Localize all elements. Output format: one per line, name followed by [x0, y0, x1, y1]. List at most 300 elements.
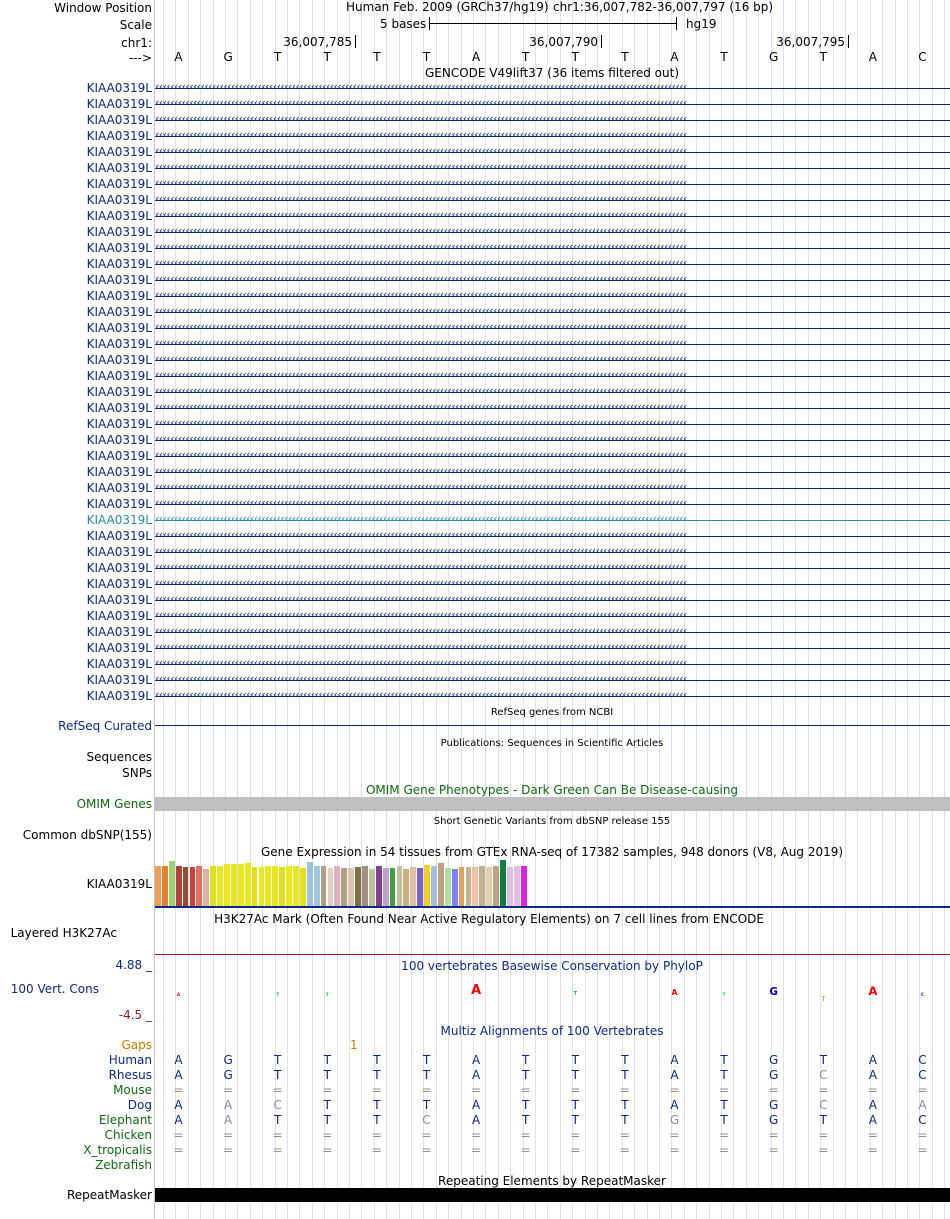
- aligned-base: =: [570, 1128, 581, 1142]
- aligned-base: =: [719, 1143, 730, 1157]
- gencode-gene-label[interactable]: KIAA0319L: [86, 209, 152, 223]
- gencode-gene-label[interactable]: KIAA0319L: [86, 305, 152, 319]
- gtex-tissue-bar[interactable]: [334, 866, 340, 906]
- gtex-tissue-bar[interactable]: [493, 866, 499, 906]
- species-label[interactable]: Dog: [127, 1098, 152, 1112]
- aligned-base: T: [373, 1098, 381, 1112]
- aligned-base: C: [819, 1068, 828, 1082]
- aligned-base: G: [769, 1068, 779, 1082]
- gtex-tissue-bar[interactable]: [272, 866, 278, 906]
- gtex-tissue-bar[interactable]: [507, 867, 513, 906]
- aligned-base: =: [520, 1083, 531, 1097]
- aligned-base: =: [223, 1143, 234, 1157]
- gencode-gene-label[interactable]: KIAA0319L: [86, 385, 152, 399]
- strand-arrows: ‹‹‹‹‹‹‹‹‹‹‹‹‹‹‹‹‹‹‹‹‹‹‹‹‹‹‹‹‹‹‹‹‹‹‹‹‹‹‹‹‹‹‹‹‹‹‹‹‹‹‹‹‹‹‹‹‹‹‹‹‹‹‹‹‹‹‹‹‹‹‹‹‹‹‹‹‹‹‹‹‹‹‹‹‹‹‹‹‹‹‹‹‹‹‹‹‹‹‹‹‹‹‹‹‹‹‹‹‹‹‹‹‹‹‹‹‹‹‹‹‹‹‹‹‹‹‹‹‹‹‹‹‹‹‹‹‹‹‹‹: [155, 289, 687, 301]
- reference-base: T: [621, 50, 629, 64]
- strand-arrows: ‹‹‹‹‹‹‹‹‹‹‹‹‹‹‹‹‹‹‹‹‹‹‹‹‹‹‹‹‹‹‹‹‹‹‹‹‹‹‹‹‹‹‹‹‹‹‹‹‹‹‹‹‹‹‹‹‹‹‹‹‹‹‹‹‹‹‹‹‹‹‹‹‹‹‹‹‹‹‹‹‹‹‹‹‹‹‹‹‹‹‹‹‹‹‹‹‹‹‹‹‹‹‹‹‹‹‹‹‹‹‹‹‹‹‹‹‹‹‹‹‹‹‹‹‹‹‹‹‹‹‹‹‹‹‹‹‹‹‹‹: [155, 257, 687, 269]
- aligned-base: G: [769, 1053, 779, 1067]
- gencode-transcript[interactable]: [155, 145, 950, 159]
- aligned-base: T: [571, 1113, 579, 1127]
- gencode-gene-label[interactable]: KIAA0319L: [86, 273, 152, 287]
- aligned-base: =: [619, 1083, 630, 1097]
- gtex-tissue-bar[interactable]: [445, 868, 451, 906]
- gtex-tissue-bar[interactable]: [252, 867, 258, 906]
- reference-base: T: [323, 50, 331, 64]
- strand-arrows: ‹‹‹‹‹‹‹‹‹‹‹‹‹‹‹‹‹‹‹‹‹‹‹‹‹‹‹‹‹‹‹‹‹‹‹‹‹‹‹‹‹‹‹‹‹‹‹‹‹‹‹‹‹‹‹‹‹‹‹‹‹‹‹‹‹‹‹‹‹‹‹‹‹‹‹‹‹‹‹‹‹‹‹‹‹‹‹‹‹‹‹‹‹‹‹‹‹‹‹‹‹‹‹‹‹‹‹‹‹‹‹‹‹‹‹‹‹‹‹‹‹‹‹‹‹‹‹‹‹‹‹‹‹‹‹‹‹‹‹‹: [155, 97, 687, 109]
- gencode-transcript[interactable]: [155, 545, 950, 559]
- strand-arrows: ‹‹‹‹‹‹‹‹‹‹‹‹‹‹‹‹‹‹‹‹‹‹‹‹‹‹‹‹‹‹‹‹‹‹‹‹‹‹‹‹‹‹‹‹‹‹‹‹‹‹‹‹‹‹‹‹‹‹‹‹‹‹‹‹‹‹‹‹‹‹‹‹‹‹‹‹‹‹‹‹‹‹‹‹‹‹‹‹‹‹‹‹‹‹‹‹‹‹‹‹‹‹‹‹‹‹‹‹‹‹‹‹‹‹‹‹‹‹‹‹‹‹‹‹‹‹‹‹‹‹‹‹‹‹‹‹‹‹‹‹: [155, 369, 687, 381]
- gencode-gene-label[interactable]: KIAA0319L: [86, 81, 152, 95]
- track-area[interactable]: [155, 0, 950, 1219]
- aligned-base: =: [619, 1128, 630, 1142]
- gtex-tissue-bar[interactable]: [162, 866, 168, 906]
- aligned-base: T: [522, 1053, 530, 1067]
- scale-bar: [429, 23, 677, 24]
- aligned-base: T: [373, 1113, 381, 1127]
- gtex-tissue-bar[interactable]: [486, 867, 492, 906]
- repeatmasker-bar[interactable]: [155, 1188, 950, 1202]
- strand-arrows: ‹‹‹‹‹‹‹‹‹‹‹‹‹‹‹‹‹‹‹‹‹‹‹‹‹‹‹‹‹‹‹‹‹‹‹‹‹‹‹‹‹‹‹‹‹‹‹‹‹‹‹‹‹‹‹‹‹‹‹‹‹‹‹‹‹‹‹‹‹‹‹‹‹‹‹‹‹‹‹‹‹‹‹‹‹‹‹‹‹‹‹‹‹‹‹‹‹‹‹‹‹‹‹‹‹‹‹‹‹‹‹‹‹‹‹‹‹‹‹‹‹‹‹‹‹‹‹‹‹‹‹‹‹‹‹‹‹‹‹‹: [155, 625, 687, 637]
- aligned-base: =: [173, 1083, 184, 1097]
- gtex-title: Gene Expression in 54 tissues from GTEx RNA-seq of 17382 samples, 948 donors (V8, Aug 2019): [260, 845, 844, 859]
- strand-arrows: ‹‹‹‹‹‹‹‹‹‹‹‹‹‹‹‹‹‹‹‹‹‹‹‹‹‹‹‹‹‹‹‹‹‹‹‹‹‹‹‹‹‹‹‹‹‹‹‹‹‹‹‹‹‹‹‹‹‹‹‹‹‹‹‹‹‹‹‹‹‹‹‹‹‹‹‹‹‹‹‹‹‹‹‹‹‹‹‹‹‹‹‹‹‹‹‹‹‹‹‹‹‹‹‹‹‹‹‹‹‹‹‹‹‹‹‹‹‹‹‹‹‹‹‹‹‹‹‹‹‹‹‹‹‹‹‹‹‹‹‹: [155, 161, 687, 173]
- aligned-base: =: [173, 1128, 184, 1142]
- aligned-base: T: [323, 1113, 331, 1127]
- reference-base: T: [522, 50, 530, 64]
- aligned-base: G: [669, 1113, 680, 1127]
- gencode-transcript[interactable]: [155, 401, 950, 415]
- gencode-transcript[interactable]: [155, 561, 950, 575]
- aligned-base: T: [571, 1068, 579, 1082]
- aligned-base: =: [421, 1143, 432, 1157]
- strand-arrows: ‹‹‹‹‹‹‹‹‹‹‹‹‹‹‹‹‹‹‹‹‹‹‹‹‹‹‹‹‹‹‹‹‹‹‹‹‹‹‹‹‹‹‹‹‹‹‹‹‹‹‹‹‹‹‹‹‹‹‹‹‹‹‹‹‹‹‹‹‹‹‹‹‹‹‹‹‹‹‹‹‹‹‹‹‹‹‹‹‹‹‹‹‹‹‹‹‹‹‹‹‹‹‹‹‹‹‹‹‹‹‹‹‹‹‹‹‹‹‹‹‹‹‹‹‹‹‹‹‹‹‹‹‹‹‹‹‹‹‹‹: [155, 273, 687, 285]
- gencode-gene-label[interactable]: KIAA0319L: [86, 657, 152, 671]
- gtex-tissue-bar[interactable]: [452, 869, 458, 906]
- gencode-gene-label[interactable]: KIAA0319L: [86, 161, 152, 175]
- pubs-snps-label[interactable]: SNPs: [122, 766, 152, 780]
- aligned-base: T: [274, 1053, 282, 1067]
- aligned-base: =: [223, 1128, 234, 1142]
- gencode-transcript[interactable]: [155, 241, 950, 255]
- gencode-transcript[interactable]: [155, 673, 950, 687]
- gtex-tissue-bar[interactable]: [438, 863, 444, 906]
- reference-base: C: [918, 50, 927, 64]
- aligned-base: C: [422, 1113, 431, 1127]
- strand-arrows: ‹‹‹‹‹‹‹‹‹‹‹‹‹‹‹‹‹‹‹‹‹‹‹‹‹‹‹‹‹‹‹‹‹‹‹‹‹‹‹‹‹‹‹‹‹‹‹‹‹‹‹‹‹‹‹‹‹‹‹‹‹‹‹‹‹‹‹‹‹‹‹‹‹‹‹‹‹‹‹‹‹‹‹‹‹‹‹‹‹‹‹‹‹‹‹‹‹‹‹‹‹‹‹‹‹‹‹‹‹‹‹‹‹‹‹‹‹‹‹‹‹‹‹‹‹‹‹‹‹‹‹‹‹‹‹‹‹‹‹‹: [155, 561, 687, 573]
- gtex-tissue-bar[interactable]: [362, 866, 368, 906]
- strand-arrows: ‹‹‹‹‹‹‹‹‹‹‹‹‹‹‹‹‹‹‹‹‹‹‹‹‹‹‹‹‹‹‹‹‹‹‹‹‹‹‹‹‹‹‹‹‹‹‹‹‹‹‹‹‹‹‹‹‹‹‹‹‹‹‹‹‹‹‹‹‹‹‹‹‹‹‹‹‹‹‹‹‹‹‹‹‹‹‹‹‹‹‹‹‹‹‹‹‹‹‹‹‹‹‹‹‹‹‹‹‹‹‹‹‹‹‹‹‹‹‹‹‹‹‹‹‹‹‹‹‹‹‹‹‹‹‹‹‹‹‹‹: [155, 689, 687, 701]
- aligned-base: =: [173, 1143, 184, 1157]
- gtex-tissue-bar[interactable]: [466, 867, 472, 906]
- aligned-base: =: [272, 1083, 283, 1097]
- gencode-transcript[interactable]: [155, 465, 950, 479]
- gtex-tissue-bar[interactable]: [231, 864, 237, 906]
- conservation-score-mark: C: [921, 992, 924, 997]
- h3k27ac-title: H3K27Ac Mark (Often Found Near Active Regulatory Elements) on 7 cell lines from ENCODE: [214, 912, 764, 926]
- gencode-gene-label[interactable]: KIAA0319L: [86, 289, 152, 303]
- gencode-transcript[interactable]: [155, 177, 950, 191]
- reference-base: A: [670, 50, 679, 64]
- aligned-base: =: [867, 1083, 878, 1097]
- strand-arrows: ‹‹‹‹‹‹‹‹‹‹‹‹‹‹‹‹‹‹‹‹‹‹‹‹‹‹‹‹‹‹‹‹‹‹‹‹‹‹‹‹‹‹‹‹‹‹‹‹‹‹‹‹‹‹‹‹‹‹‹‹‹‹‹‹‹‹‹‹‹‹‹‹‹‹‹‹‹‹‹‹‹‹‹‹‹‹‹‹‹‹‹‹‹‹‹‹‹‹‹‹‹‹‹‹‹‹‹‹‹‹‹‹‹‹‹‹‹‹‹‹‹‹‹‹‹‹‹‹‹‹‹‹‹‹‹‹‹‹‹‹: [155, 353, 687, 365]
- gencode-transcript[interactable]: [155, 593, 950, 607]
- gencode-gene-label[interactable]: KIAA0319L: [86, 433, 152, 447]
- aligned-base: =: [371, 1143, 382, 1157]
- aligned-base: =: [917, 1143, 928, 1157]
- reference-base: T: [422, 50, 431, 64]
- track-labels: [0, 0, 154, 1219]
- refseq-label[interactable]: RefSeq Curated: [58, 719, 152, 733]
- aligned-base: T: [621, 1113, 629, 1127]
- pubs-sequences-label[interactable]: Sequences: [86, 750, 152, 764]
- strand-arrows: ‹‹‹‹‹‹‹‹‹‹‹‹‹‹‹‹‹‹‹‹‹‹‹‹‹‹‹‹‹‹‹‹‹‹‹‹‹‹‹‹‹‹‹‹‹‹‹‹‹‹‹‹‹‹‹‹‹‹‹‹‹‹‹‹‹‹‹‹‹‹‹‹‹‹‹‹‹‹‹‹‹‹‹‹‹‹‹‹‹‹‹‹‹‹‹‹‹‹‹‹‹‹‹‹‹‹‹‹‹‹‹‹‹‹‹‹‹‹‹‹‹‹‹‹‹‹‹‹‹‹‹‹‹‹‹‹‹‹‹‹: [155, 321, 687, 333]
- gtex-tissue-bar[interactable]: [500, 860, 506, 906]
- omim-bar[interactable]: [155, 797, 950, 811]
- gencode-gene-label[interactable]: KIAA0319L: [86, 145, 152, 159]
- gtex-tissue-bar[interactable]: [169, 861, 175, 906]
- gtex-tissue-bar[interactable]: [355, 867, 361, 906]
- gencode-gene-label[interactable]: KIAA0319L: [86, 481, 152, 495]
- strand-arrows: ‹‹‹‹‹‹‹‹‹‹‹‹‹‹‹‹‹‹‹‹‹‹‹‹‹‹‹‹‹‹‹‹‹‹‹‹‹‹‹‹‹‹‹‹‹‹‹‹‹‹‹‹‹‹‹‹‹‹‹‹‹‹‹‹‹‹‹‹‹‹‹‹‹‹‹‹‹‹‹‹‹‹‹‹‹‹‹‹‹‹‹‹‹‹‹‹‹‹‹‹‹‹‹‹‹‹‹‹‹‹‹‹‹‹‹‹‹‹‹‹‹‹‹‹‹‹‹‹‹‹‹‹‹‹‹‹‹‹‹‹: [155, 225, 687, 237]
- gtex-tissue-bar[interactable]: [479, 866, 485, 906]
- cons-ymin: -4.5 _: [118, 1008, 152, 1022]
- gencode-transcript[interactable]: [155, 225, 950, 239]
- gencode-transcript[interactable]: [155, 193, 950, 207]
- gencode-transcript[interactable]: [155, 481, 950, 495]
- gtex-tissue-bar[interactable]: [279, 867, 285, 906]
- aligned-base: T: [571, 1053, 579, 1067]
- gtex-tissue-bar[interactable]: [383, 868, 389, 906]
- reference-base: T: [373, 50, 381, 64]
- gencode-transcript[interactable]: [155, 657, 950, 671]
- strand-arrows: ‹‹‹‹‹‹‹‹‹‹‹‹‹‹‹‹‹‹‹‹‹‹‹‹‹‹‹‹‹‹‹‹‹‹‹‹‹‹‹‹‹‹‹‹‹‹‹‹‹‹‹‹‹‹‹‹‹‹‹‹‹‹‹‹‹‹‹‹‹‹‹‹‹‹‹‹‹‹‹‹‹‹‹‹‹‹‹‹‹‹‹‹‹‹‹‹‹‹‹‹‹‹‹‹‹‹‹‹‹‹‹‹‹‹‹‹‹‹‹‹‹‹‹‹‹‹‹‹‹‹‹‹‹‹‹‹‹‹‹‹: [155, 401, 687, 413]
- aligned-base: T: [819, 1113, 827, 1127]
- gencode-transcript[interactable]: [155, 289, 950, 303]
- aligned-base: T: [720, 1113, 728, 1127]
- species-label[interactable]: Human: [108, 1053, 152, 1067]
- aligned-base: T: [720, 1068, 728, 1082]
- conservation-score-mark: A: [176, 992, 181, 997]
- gencode-transcript[interactable]: [155, 129, 950, 143]
- gtex-tissue-bar[interactable]: [155, 866, 161, 906]
- gencode-gene-label[interactable]: KIAA0319L: [86, 529, 152, 543]
- gencode-transcript[interactable]: [155, 209, 950, 223]
- gtex-tissue-bar[interactable]: [293, 866, 299, 906]
- gtex-tissue-bar[interactable]: [286, 866, 292, 906]
- strand-arrows: ‹‹‹‹‹‹‹‹‹‹‹‹‹‹‹‹‹‹‹‹‹‹‹‹‹‹‹‹‹‹‹‹‹‹‹‹‹‹‹‹‹‹‹‹‹‹‹‹‹‹‹‹‹‹‹‹‹‹‹‹‹‹‹‹‹‹‹‹‹‹‹‹‹‹‹‹‹‹‹‹‹‹‹‹‹‹‹‹‹‹‹‹‹‹‹‹‹‹‹‹‹‹‹‹‹‹‹‹‹‹‹‹‹‹‹‹‹‹‹‹‹‹‹‹‹‹‹‹‹‹‹‹‹‹‹‹‹‹‹‹: [155, 577, 687, 589]
- gtex-tissue-bar[interactable]: [190, 867, 196, 906]
- gtex-tissue-bar[interactable]: [348, 868, 354, 906]
- aligned-base: =: [272, 1143, 283, 1157]
- aligned-base: =: [570, 1143, 581, 1157]
- strand-arrows: ‹‹‹‹‹‹‹‹‹‹‹‹‹‹‹‹‹‹‹‹‹‹‹‹‹‹‹‹‹‹‹‹‹‹‹‹‹‹‹‹‹‹‹‹‹‹‹‹‹‹‹‹‹‹‹‹‹‹‹‹‹‹‹‹‹‹‹‹‹‹‹‹‹‹‹‹‹‹‹‹‹‹‹‹‹‹‹‹‹‹‹‹‹‹‹‹‹‹‹‹‹‹‹‹‹‹‹‹‹‹‹‹‹‹‹‹‹‹‹‹‹‹‹‹‹‹‹‹‹‹‹‹‹‹‹‹‹‹‹‹: [155, 465, 687, 477]
- conservation-score-mark: T: [722, 992, 726, 997]
- aligned-base: A: [918, 1098, 927, 1112]
- ruler-tick-mark: [355, 35, 356, 48]
- gencode-transcript[interactable]: [155, 113, 950, 127]
- gtex-tissue-bar[interactable]: [217, 866, 223, 906]
- gencode-transcript[interactable]: [155, 369, 950, 383]
- gencode-transcript[interactable]: [155, 689, 950, 703]
- gencode-gene-label[interactable]: KIAA0319L: [86, 401, 152, 415]
- assembly-title: Human Feb. 2009 (GRCh37/hg19): [346, 0, 549, 14]
- gtex-tissue-bar[interactable]: [431, 866, 437, 906]
- gencode-gene-label[interactable]: KIAA0319L: [86, 497, 152, 511]
- gencode-transcript[interactable]: [155, 625, 950, 639]
- gencode-gene-label[interactable]: KIAA0319L: [86, 353, 152, 367]
- gencode-transcript[interactable]: [155, 641, 950, 655]
- gencode-transcript[interactable]: [155, 97, 950, 111]
- aligned-base: =: [520, 1128, 531, 1142]
- gencode-transcript[interactable]: [155, 385, 950, 399]
- aligned-base: T: [522, 1098, 530, 1112]
- aligned-base: A: [174, 1098, 183, 1112]
- gtex-bar-chart[interactable]: [155, 860, 555, 906]
- ruler-tick-mark: [848, 35, 849, 48]
- gencode-gene-label[interactable]: KIAA0319L: [86, 545, 152, 559]
- gencode-transcript[interactable]: [155, 513, 950, 527]
- species-label[interactable]: Elephant: [98, 1113, 152, 1127]
- strand-arrows: ‹‹‹‹‹‹‹‹‹‹‹‹‹‹‹‹‹‹‹‹‹‹‹‹‹‹‹‹‹‹‹‹‹‹‹‹‹‹‹‹‹‹‹‹‹‹‹‹‹‹‹‹‹‹‹‹‹‹‹‹‹‹‹‹‹‹‹‹‹‹‹‹‹‹‹‹‹‹‹‹‹‹‹‹‹‹‹‹‹‹‹‹‹‹‹‹‹‹‹‹‹‹‹‹‹‹‹‹‹‹‹‹‹‹‹‹‹‹‹‹‹‹‹‹‹‹‹‹‹‹‹‹‹‹‹‹‹‹‹‹: [155, 529, 687, 541]
- gencode-gene-label[interactable]: KIAA0319L: [86, 609, 152, 623]
- gtex-tissue-bar[interactable]: [514, 866, 520, 906]
- gencode-transcript[interactable]: [155, 529, 950, 543]
- scale-text: 5 bases: [380, 17, 427, 31]
- gtex-tissue-bar[interactable]: [424, 865, 430, 906]
- gencode-gene-label[interactable]: KIAA0319L: [86, 417, 152, 431]
- aligned-base: =: [570, 1083, 581, 1097]
- gtex-tissue-bar[interactable]: [376, 866, 382, 906]
- aligned-base: =: [867, 1143, 878, 1157]
- aligned-base: T: [720, 1098, 728, 1112]
- gencode-gene-label[interactable]: KIAA0319L: [86, 641, 152, 655]
- conservation-score-mark: A: [471, 983, 482, 998]
- aligned-base: T: [621, 1098, 629, 1112]
- aligned-base: T: [621, 1053, 629, 1067]
- gencode-transcript[interactable]: [155, 161, 950, 175]
- aligned-base: C: [918, 1113, 927, 1127]
- gencode-transcript[interactable]: [155, 81, 950, 95]
- gencode-transcript[interactable]: [155, 433, 950, 447]
- scale-bar-right-tick: [676, 17, 677, 30]
- cons-label[interactable]: 100 Vert. Cons: [10, 982, 99, 996]
- aligned-base: =: [371, 1083, 382, 1097]
- gencode-gene-label[interactable]: KIAA0319L: [86, 193, 152, 207]
- aligned-base: A: [868, 1068, 877, 1082]
- gencode-gene-label[interactable]: KIAA0319L: [86, 97, 152, 111]
- aligned-base: C: [273, 1098, 282, 1112]
- gtex-tissue-bar[interactable]: [176, 866, 182, 906]
- gtex-tissue-bar[interactable]: [321, 866, 327, 906]
- aligned-base: =: [768, 1128, 779, 1142]
- multiz-title: Multiz Alignments of 100 Vertebrates: [440, 1024, 664, 1038]
- gencode-gene-label[interactable]: KIAA0319L: [86, 129, 152, 143]
- gtex-tissue-bar[interactable]: [410, 867, 416, 906]
- gtex-tissue-bar[interactable]: [417, 868, 423, 906]
- strand-arrows: ‹‹‹‹‹‹‹‹‹‹‹‹‹‹‹‹‹‹‹‹‹‹‹‹‹‹‹‹‹‹‹‹‹‹‹‹‹‹‹‹‹‹‹‹‹‹‹‹‹‹‹‹‹‹‹‹‹‹‹‹‹‹‹‹‹‹‹‹‹‹‹‹‹‹‹‹‹‹‹‹‹‹‹‹‹‹‹‹‹‹‹‹‹‹‹‹‹‹‹‹‹‹‹‹‹‹‹‹‹‹‹‹‹‹‹‹‹‹‹‹‹‹‹‹‹‹‹‹‹‹‹‹‹‹‹‹‹‹‹‹: [155, 545, 687, 557]
- aligned-base: G: [769, 1098, 779, 1112]
- gtex-tissue-bar[interactable]: [300, 868, 306, 906]
- cons-ymax: 4.88 _: [115, 958, 152, 972]
- gtex-tissue-bar[interactable]: [472, 867, 478, 906]
- gencode-transcript[interactable]: [155, 609, 950, 623]
- aligned-base: A: [174, 1068, 183, 1082]
- aligned-base: A: [174, 1113, 183, 1127]
- aligned-base: =: [322, 1083, 333, 1097]
- gencode-gene-label[interactable]: KIAA0319L: [86, 177, 152, 191]
- aligned-base: =: [371, 1128, 382, 1142]
- species-label[interactable]: Chicken: [104, 1128, 152, 1142]
- gencode-gene-label[interactable]: KIAA0319L: [86, 241, 152, 255]
- gencode-transcript[interactable]: [155, 305, 950, 319]
- aligned-base: T: [571, 1098, 579, 1112]
- gtex-tissue-bar[interactable]: [521, 866, 527, 906]
- aligned-base: =: [272, 1128, 283, 1142]
- scale-label: Scale: [119, 18, 152, 32]
- refseq-line[interactable]: [155, 725, 950, 726]
- gencode-transcript[interactable]: [155, 497, 950, 511]
- aligned-base: =: [818, 1143, 829, 1157]
- dbsnp-label[interactable]: Common dbSNP(155): [22, 828, 152, 842]
- repeatmasker-label[interactable]: RepeatMasker: [66, 1188, 152, 1202]
- gtex-tissue-bar[interactable]: [369, 869, 375, 906]
- conservation-score-mark: T: [325, 992, 329, 997]
- cons-title: 100 vertebrates Basewise Conservation by PhyloP: [401, 959, 703, 973]
- strand-arrows: ‹‹‹‹‹‹‹‹‹‹‹‹‹‹‹‹‹‹‹‹‹‹‹‹‹‹‹‹‹‹‹‹‹‹‹‹‹‹‹‹‹‹‹‹‹‹‹‹‹‹‹‹‹‹‹‹‹‹‹‹‹‹‹‹‹‹‹‹‹‹‹‹‹‹‹‹‹‹‹‹‹‹‹‹‹‹‹‹‹‹‹‹‹‹‹‹‹‹‹‹‹‹‹‹‹‹‹‹‹‹‹‹‹‹‹‹‹‹‹‹‹‹‹‹‹‹‹‹‹‹‹‹‹‹‹‹‹‹‹‹: [155, 305, 687, 317]
- gtex-tissue-bar[interactable]: [341, 868, 347, 906]
- gtex-baseline: [155, 906, 950, 908]
- gencode-gene-label[interactable]: KIAA0319L: [86, 225, 152, 239]
- reference-base: G: [223, 50, 233, 64]
- aligned-base: C: [819, 1098, 828, 1112]
- conservation-score-mark: T: [821, 996, 826, 1003]
- aligned-base: =: [322, 1128, 333, 1142]
- gencode-gene-label[interactable]: KIAA0319L: [86, 449, 152, 463]
- repeatmasker-title: Repeating Elements by RepeatMasker: [438, 1174, 666, 1188]
- gtex-tissue-bar[interactable]: [314, 866, 320, 906]
- gencode-gene-label[interactable]: KIAA0319L: [86, 369, 152, 383]
- h3k27ac-baseline: [155, 954, 950, 955]
- gtex-tissue-bar[interactable]: [245, 863, 251, 906]
- aligned-base: =: [867, 1128, 878, 1142]
- gtex-tissue-bar[interactable]: [259, 867, 265, 906]
- gtex-tissue-bar[interactable]: [397, 866, 403, 906]
- gencode-gene-label[interactable]: KIAA0319L: [86, 593, 152, 607]
- gtex-tissue-bar[interactable]: [210, 866, 216, 906]
- gencode-gene-label[interactable]: KIAA0319L: [86, 465, 152, 479]
- gtex-tissue-bar[interactable]: [328, 868, 334, 906]
- gtex-tissue-bar[interactable]: [203, 869, 209, 906]
- db-text: hg19: [686, 17, 717, 31]
- gencode-transcript[interactable]: [155, 321, 950, 335]
- h3k27ac-label[interactable]: Layered H3K27Ac: [10, 926, 117, 940]
- gencode-gene-label[interactable]: KIAA0319L: [86, 513, 152, 527]
- gencode-gene-label[interactable]: KIAA0319L: [86, 337, 152, 351]
- gencode-gene-label[interactable]: KIAA0319L: [86, 673, 152, 687]
- species-label[interactable]: Mouse: [113, 1083, 152, 1097]
- aligned-base: A: [868, 1113, 877, 1127]
- strand-arrows: ‹‹‹‹‹‹‹‹‹‹‹‹‹‹‹‹‹‹‹‹‹‹‹‹‹‹‹‹‹‹‹‹‹‹‹‹‹‹‹‹‹‹‹‹‹‹‹‹‹‹‹‹‹‹‹‹‹‹‹‹‹‹‹‹‹‹‹‹‹‹‹‹‹‹‹‹‹‹‹‹‹‹‹‹‹‹‹‹‹‹‹‹‹‹‹‹‹‹‹‹‹‹‹‹‹‹‹‹‹‹‹‹‹‹‹‹‹‹‹‹‹‹‹‹‹‹‹‹‹‹‹‹‹‹‹‹‹‹‹‹: [155, 177, 687, 189]
- gtex-tissue-bar[interactable]: [224, 864, 230, 906]
- species-label[interactable]: Rhesus: [108, 1068, 152, 1082]
- gencode-gene-label[interactable]: KIAA0319L: [86, 321, 152, 335]
- gencode-gene-label[interactable]: KIAA0319L: [86, 625, 152, 639]
- strand-arrows: ‹‹‹‹‹‹‹‹‹‹‹‹‹‹‹‹‹‹‹‹‹‹‹‹‹‹‹‹‹‹‹‹‹‹‹‹‹‹‹‹‹‹‹‹‹‹‹‹‹‹‹‹‹‹‹‹‹‹‹‹‹‹‹‹‹‹‹‹‹‹‹‹‹‹‹‹‹‹‹‹‹‹‹‹‹‹‹‹‹‹‹‹‹‹‹‹‹‹‹‹‹‹‹‹‹‹‹‹‹‹‹‹‹‹‹‹‹‹‹‹‹‹‹‹‹‹‹‹‹‹‹‹‹‹‹‹‹‹‹‹: [155, 641, 687, 653]
- pubs-title: Publications: Sequences in Scientific Articles: [440, 738, 664, 749]
- gtex-tissue-bar[interactable]: [265, 866, 271, 906]
- aligned-base: =: [917, 1128, 928, 1142]
- gtex-tissue-bar[interactable]: [403, 869, 409, 906]
- gtex-tissue-bar[interactable]: [238, 864, 244, 906]
- scale-bar-left-tick: [429, 17, 430, 30]
- reference-base: A: [174, 50, 183, 64]
- omim-label[interactable]: OMIM Genes: [76, 797, 152, 811]
- gtex-label[interactable]: KIAA0319L: [86, 877, 152, 891]
- gencode-transcript[interactable]: [155, 337, 950, 351]
- aligned-base: T: [323, 1068, 331, 1082]
- aligned-base: =: [669, 1083, 680, 1097]
- species-label[interactable]: Zebrafish: [95, 1158, 152, 1172]
- aligned-base: =: [818, 1083, 829, 1097]
- aligned-base: A: [471, 1068, 481, 1082]
- strand-arrows: ‹‹‹‹‹‹‹‹‹‹‹‹‹‹‹‹‹‹‹‹‹‹‹‹‹‹‹‹‹‹‹‹‹‹‹‹‹‹‹‹‹‹‹‹‹‹‹‹‹‹‹‹‹‹‹‹‹‹‹‹‹‹‹‹‹‹‹‹‹‹‹‹‹‹‹‹‹‹‹‹‹‹‹‹‹‹‹‹‹‹‹‹‹‹‹‹‹‹‹‹‹‹‹‹‹‹‹‹‹‹‹‹‹‹‹‹‹‹‹‹‹‹‹‹‹‹‹‹‹‹‹‹‹‹‹‹‹‹‹‹: [155, 145, 687, 157]
- strand-arrows: ‹‹‹‹‹‹‹‹‹‹‹‹‹‹‹‹‹‹‹‹‹‹‹‹‹‹‹‹‹‹‹‹‹‹‹‹‹‹‹‹‹‹‹‹‹‹‹‹‹‹‹‹‹‹‹‹‹‹‹‹‹‹‹‹‹‹‹‹‹‹‹‹‹‹‹‹‹‹‹‹‹‹‹‹‹‹‹‹‹‹‹‹‹‹‹‹‹‹‹‹‹‹‹‹‹‹‹‹‹‹‹‹‹‹‹‹‹‹‹‹‹‹‹‹‹‹‹‹‹‹‹‹‹‹‹‹‹‹‹‹: [155, 81, 687, 93]
- reference-base: A: [471, 50, 481, 64]
- aligned-base: =: [421, 1083, 432, 1097]
- species-label[interactable]: X_tropicalis: [83, 1143, 152, 1157]
- gencode-gene-label[interactable]: KIAA0319L: [86, 113, 152, 127]
- aligned-base: A: [868, 1098, 877, 1112]
- gencode-transcript[interactable]: [155, 449, 950, 463]
- aligned-base: =: [768, 1143, 779, 1157]
- conservation-score-mark: A: [671, 988, 678, 997]
- ruler-tick-label: 36,007,785: [283, 35, 352, 49]
- aligned-base: =: [471, 1128, 482, 1142]
- aligned-base: T: [323, 1053, 331, 1067]
- gtex-tissue-bar[interactable]: [183, 867, 189, 906]
- gencode-gene-label[interactable]: KIAA0319L: [86, 561, 152, 575]
- gencode-gene-label[interactable]: KIAA0319L: [86, 257, 152, 271]
- gencode-gene-label[interactable]: KIAA0319L: [86, 577, 152, 591]
- aligned-base: A: [471, 1053, 481, 1067]
- reference-base: T: [720, 50, 728, 64]
- conservation-score-mark: G: [769, 986, 778, 998]
- aligned-base: A: [223, 1098, 233, 1112]
- aligned-base: A: [868, 1053, 877, 1067]
- strand-label: --->: [128, 51, 152, 65]
- gencode-transcript[interactable]: [155, 273, 950, 287]
- gencode-transcript[interactable]: [155, 577, 950, 591]
- gtex-tissue-bar[interactable]: [196, 866, 202, 906]
- aligned-base: T: [323, 1098, 331, 1112]
- gencode-transcript[interactable]: [155, 417, 950, 431]
- gencode-transcript[interactable]: [155, 353, 950, 367]
- aligned-base: =: [669, 1128, 680, 1142]
- aligned-base: =: [719, 1128, 730, 1142]
- gtex-tissue-bar[interactable]: [307, 862, 313, 906]
- aligned-base: =: [917, 1083, 928, 1097]
- aligned-base: =: [818, 1128, 829, 1142]
- gtex-tissue-bar[interactable]: [459, 867, 465, 906]
- aligned-base: G: [223, 1068, 233, 1082]
- gencode-gene-label[interactable]: KIAA0319L: [86, 689, 152, 703]
- ruler-tick-label: 36,007,795: [776, 35, 845, 49]
- aligned-base: =: [471, 1083, 482, 1097]
- strand-arrows: ‹‹‹‹‹‹‹‹‹‹‹‹‹‹‹‹‹‹‹‹‹‹‹‹‹‹‹‹‹‹‹‹‹‹‹‹‹‹‹‹‹‹‹‹‹‹‹‹‹‹‹‹‹‹‹‹‹‹‹‹‹‹‹‹‹‹‹‹‹‹‹‹‹‹‹‹‹‹‹‹‹‹‹‹‹‹‹‹‹‹‹‹‹‹‹‹‹‹‹‹‹‹‹‹‹‹‹‹‹‹‹‹‹‹‹‹‹‹‹‹‹‹‹‹‹‹‹‹‹‹‹‹‹‹‹‹‹‹‹‹: [155, 609, 687, 621]
- gtex-tissue-bar[interactable]: [390, 868, 396, 906]
- gencode-transcript[interactable]: [155, 257, 950, 271]
- reference-base: G: [769, 50, 779, 64]
